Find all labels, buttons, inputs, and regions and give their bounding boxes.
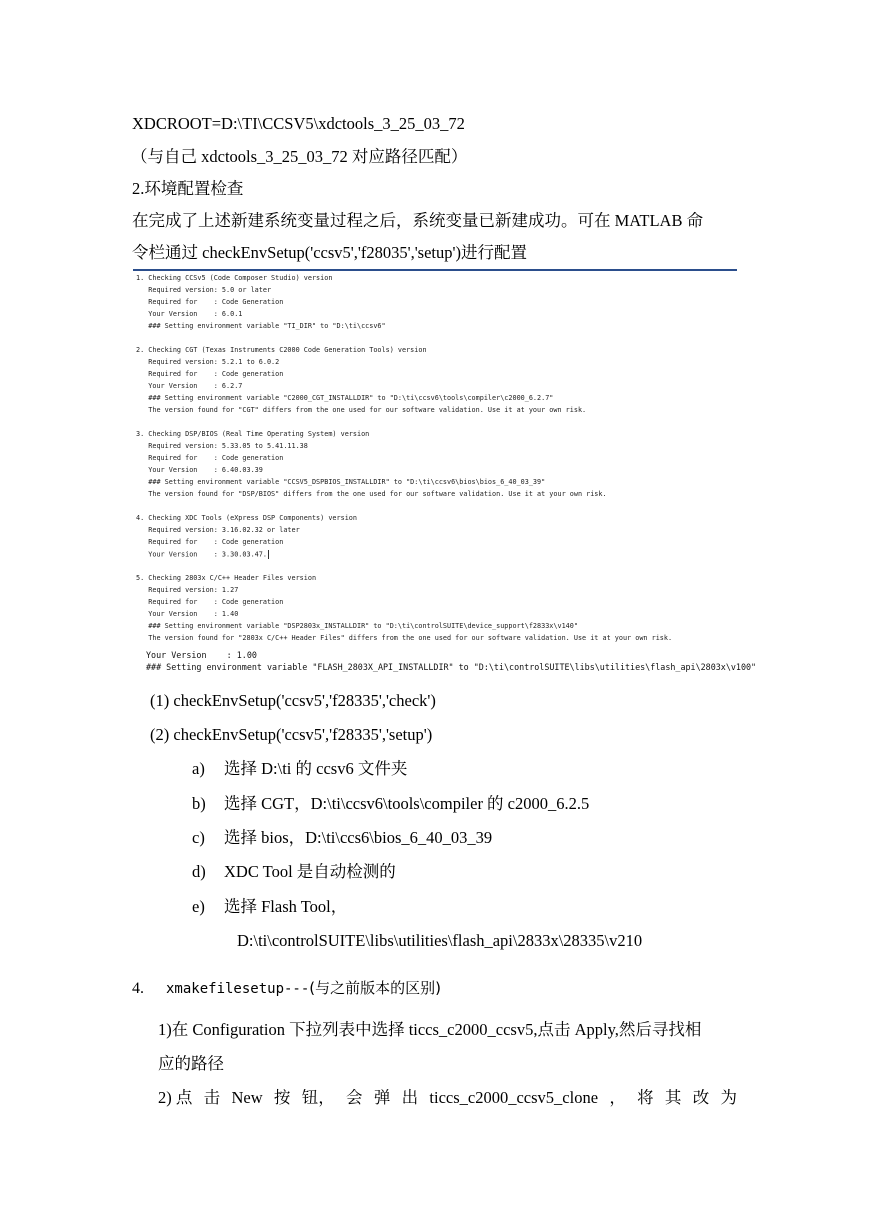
section-4-para-2 [158,1087,737,1109]
console-screenshot [133,269,737,679]
paragraph-line-2: 令栏通过 checkEnvSetup('ccsv5','f28035','setup')进行配置 [132,243,527,262]
console-line: 4. Checking XDC Tools (eXpress DSP Components) version [136,514,357,522]
console-line: Required version: 1.27 [136,586,239,594]
console-line: Required version: 5.33.05 to 5.41.11.38 [136,442,308,450]
xdcroot-line: XDCROOT=D:\TI\CCSV5\xdctools_3_25_03_72 [132,114,465,133]
section-4-title: (与之前版本的区别) [309,979,442,997]
step-1: (1) checkEnvSetup('ccsv5','f28335','check') [150,691,436,710]
console-line: ### Setting environment variable "DSP2803x_INSTALLDIR" to "D:\ti\controlSUITE\device_support\f2833x\v140" [136,622,578,630]
para-2-word: 弹 [373,1088,391,1107]
para-2-word: 将 [637,1088,654,1107]
console-line: Your Version : 1.40 [136,610,239,618]
para-2-word: 改 [692,1088,710,1107]
para-2-word: 出 [401,1088,419,1107]
para-2-word: 2) 点 [158,1088,193,1107]
para-2-word: 按 [273,1088,291,1107]
console-line: Required version: 3.16.02.32 or later [136,526,300,534]
para-2-word: 为 [720,1088,737,1107]
section-4-para-1-line-1: 1)在 Configuration 下拉列表中选择 ticcs_c2000_ccsv5,点击 Apply,然后寻找相 [158,1020,702,1039]
section-4-para-1-line-2: 应的路径 [158,1054,224,1073]
console-line: 2. Checking CGT (Texas Instruments C2000 Code Generation Tools) version [136,346,427,354]
console-line: Required for : Code generation [136,454,284,462]
item-text-d: XDC Tool 是自动检测的 [224,862,396,881]
item-text-b: 选择 CGT，D:\ti\ccsv6\tools\compiler 的 c2000_6.2.5 [224,794,590,813]
console-line: The version found for "DSP/BIOS" differs from the one used for our software validation. Use it at your own risk. [136,490,607,498]
console-line: Your Version : 6.40.03.39 [136,466,263,474]
para-2-word: 钮， [301,1088,335,1107]
para-2-word: New [231,1088,263,1107]
item-text-a: 选择 D:\ti 的 ccsv6 文件夹 [224,759,408,778]
section-heading-2: 2.环境配置检查 [132,179,244,198]
flash-path: D:\ti\controlSUITE\libs\utilities\flash_api\2833x\28335\v210 [237,931,643,950]
console-extra-line-2: ### Setting environment variable "FLASH_2803X_API_INSTALLDIR" to "D:\ti\controlSUITE\libs\utilities\flash_api\2803x\v100" [146,662,757,672]
console-line: Your Version : 6.2.7 [136,382,243,390]
section-4-code: xmakefilesetup--- [166,981,310,997]
item-letter-a: a) [192,759,205,778]
para-2-word: 会 [346,1088,363,1107]
paragraph-line-1: 在完成了上述新建系统变量过程之后，系统变量已新建成功。可在 MATLAB 命 [132,211,704,230]
section-heading-4 [132,977,441,998]
console-line: 1. Checking CCSv5 (Code Composer Studio) version [136,274,333,282]
console-line: The version found for "2803x C/C++ Header Files" differs from the one used for our software validation. Use it at your own risk. [136,634,673,642]
item-letter-c: c) [192,828,205,847]
console-line: Required for : Code generation [136,598,284,606]
console-line: Required for : Code generation [136,538,284,546]
console-line: Required version: 5.2.1 to 6.0.2 [136,358,280,366]
console-line: Required for : Code Generation [136,298,284,306]
console-line: Your Version : 3.30.03.47. [136,550,267,559]
console-line: ### Setting environment variable "CCSV5_DSPBIOS_INSTALLDIR" to "D:\ti\ccsv6\bios\bios_6_40_03_39" [136,478,546,486]
console-line: 5. Checking 2803x C/C++ Header Files version [136,574,317,582]
console-line: The version found for "CGT" differs from the one used for our software validation. Use it at your own risk. [136,406,587,414]
screenshot-top-border [133,269,737,271]
para-2-word: 其 [664,1088,682,1107]
console-line: Your Version : 6.0.1 [136,310,243,318]
console-line: 3. Checking DSP/BIOS (Real Time Operating System) version [136,430,370,438]
console-extra-line-1: Your Version : 1.00 [146,650,257,660]
console-line: Required for : Code generation [136,370,284,378]
section-4-number: 4. [132,980,144,997]
path-note: （与自己 xdctools_3_25_03_72 对应路径匹配） [131,147,468,166]
item-letter-d: d) [192,862,206,881]
para-2-word: ， [609,1088,626,1107]
para-2-word: ticcs_c2000_ccsv5_clone [429,1088,599,1107]
console-line: ### Setting environment variable "C2000_CGT_INSTALLDIR" to "D:\ti\ccsv6\tools\compiler\c2000_6.2.7" [136,394,554,402]
item-letter-b: b) [192,794,206,813]
console-line: ### Setting environment variable "TI_DIR" to "D:\ti\ccsv6" [136,322,386,330]
item-text-c: 选择 bios，D:\ti\ccs6\bios_6_40_03_39 [224,828,493,847]
para-2-word: 击 [203,1088,221,1107]
step-2: (2) checkEnvSetup('ccsv5','f28335','setup') [150,725,433,744]
console-line: Required version: 5.0 or later [136,286,272,294]
item-letter-e: e) [192,897,205,916]
item-text-e: 选择 Flash Tool， [224,897,348,916]
text-cursor [268,550,269,559]
